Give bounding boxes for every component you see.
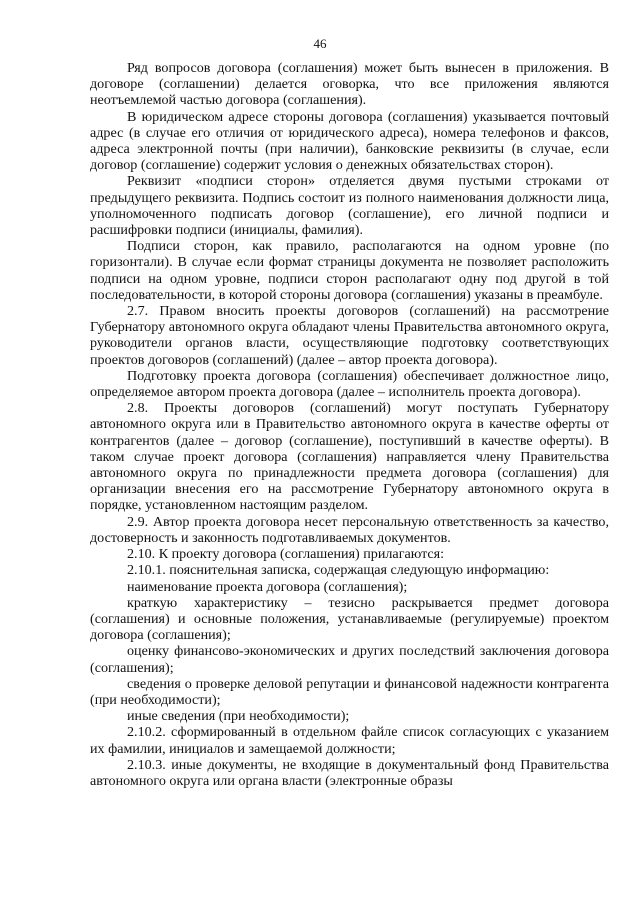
list-item-reputation: сведения о проверке деловой репутации и финансовой надежности контрагента (при необходимости); [90, 675, 609, 708]
paragraph-2-10: 2.10. К проекту договора (соглашения) прилагаются: [127, 546, 445, 563]
list-item-characteristic: краткую характеристику – тезисно раскрывается предмет договора (соглашения) и основные положения, устанавливаемые (регулируемые) проектом договора (соглашения); [90, 594, 609, 644]
list-item-other-info: иные сведения (при необходимости); [127, 708, 350, 725]
paragraph-2-9: 2.9. Автор проекта договора несет персональную ответственность за качество, достоверность и законность подготавливаемых документов. [90, 513, 609, 546]
paragraph-appendices: Ряд вопросов договора (соглашения) может быть вынесен в приложения. В договоре (соглашении) делается оговорка, что все приложения являются неотъемлемой частью договора (соглашения). [90, 60, 609, 109]
document-body [90, 60, 609, 789]
paragraph-2-8: 2.8. Проекты договоров (соглашений) могут поступать Губернатору автономного округа или в Правительство автономного округа в качестве оферты от контрагентов (далее – договор (соглашение), поступивший в качестве оферты). В таком случае проект договора (соглашения) направляется члену Правительства автономного округа по принадлежности предмета договора (соглашения) для организации внесения его на рассмотрение Губернатору автономного округа в порядке, установленном настоящим разделом. [90, 400, 609, 514]
paragraph-preparation: Подготовку проекта договора (соглашения) обеспечивает должностное лицо, определяемое автором проекта договора (далее – исполнитель проекта договора). [90, 367, 609, 401]
list-item-name: наименование проекта договора (соглашения); [127, 578, 408, 595]
paragraph-2-10-3: 2.10.3. иные документы, не входящие в документальный фонд Правительства автономного округа или органа власти (электронные образы [90, 756, 609, 789]
paragraph-2-10-2: 2.10.2. сформированный в отдельном файле список согласующих с указанием их фамилии, инициалов и замещаемой должности; [90, 724, 609, 757]
paragraph-2-7: 2.7. Правом вносить проекты договоров (соглашений) на рассмотрение Губернатору автономного округа обладают члены Правительства автономного округа, руководители органов власти, осуществляющие подготовку соответствующих проектов договоров (соглашений) (далее – автор проекта договора). [90, 303, 609, 368]
page-number: 46 [313, 36, 327, 51]
paragraph-2-10-1: 2.10.1. пояснительная записка, содержащая следующую информацию: [127, 562, 550, 579]
paragraph-legal-address: В юридическом адресе стороны договора (соглашения) указывается почтовый адрес (в случае его отличия от юридического адреса), номера телефонов и факсов, адреса электронной почты (при наличии), банковские реквизиты (в случае, если договор (соглашение) содержит условия о денежных обязательствах сторон). [90, 108, 609, 174]
paragraph-signature-placement: Подписи сторон, как правило, располагаются на одном уровне (по горизонтали). В случае если формат страницы документа не позволяет расположить подписи на одном уровне, подписи сторон располагают одну под другой в той последовательности, в которой стороны договора (соглашения) указаны в преамбуле. [90, 238, 609, 303]
list-item-assessment: оценку финансово-экономических и других последствий заключения договора (соглашения); [90, 643, 609, 676]
paragraph-signature-requisite: Реквизит «подписи сторон» отделяется двумя пустыми строками от предыдущего реквизита. Подпись состоит из полного наименования должности лица, уполномоченного подписать договор (соглашение), его личной подписи и расшифровки подписи (инициалы, фамилия). [90, 173, 609, 239]
